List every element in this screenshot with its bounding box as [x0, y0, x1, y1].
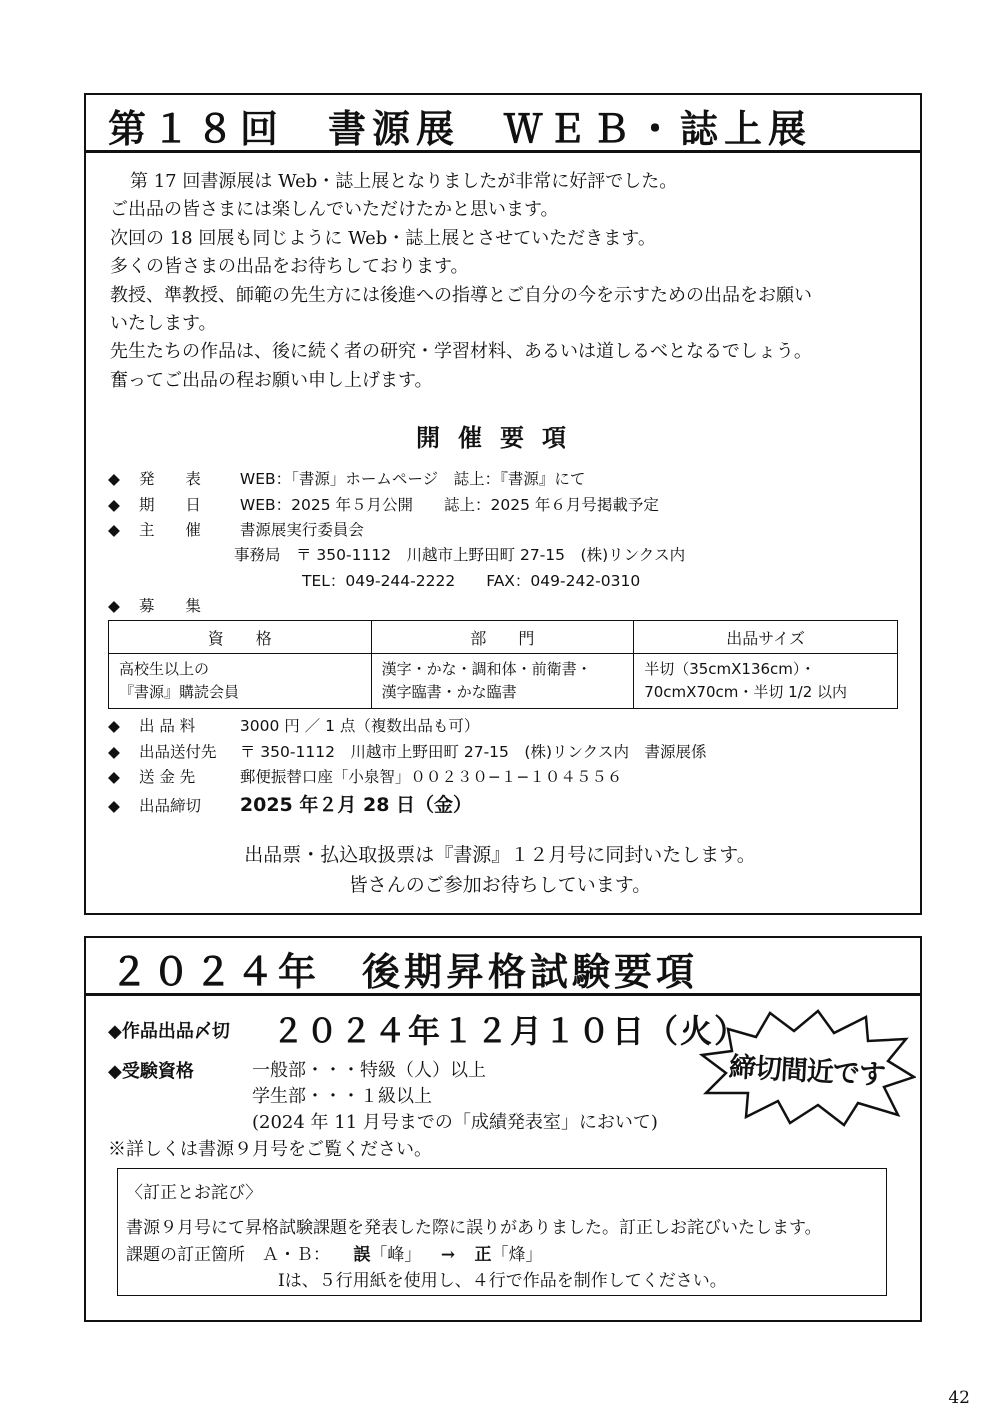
cell-line: 高校生以上の — [119, 660, 210, 678]
intro-text — [110, 168, 900, 395]
diamond-icon: ◆ — [108, 496, 120, 514]
intro-line: ご出品の皆さまには楽しんでいただけたかと思います。 — [110, 199, 559, 221]
intro-line: 第 17 回書源展は Web・誌上展となりましたが非常に好評でした。 — [130, 171, 678, 192]
deadline-soon-burst — [698, 1007, 916, 1127]
send-to-value: 〒 350-1112 川越市上野田町 27-15 (株)リンクス内 書源展係 — [239, 743, 707, 761]
remit-value: 郵便振替口座「小泉智」００２３０−１−１０４５５６ — [239, 768, 623, 786]
wrong-label: 誤 — [353, 1245, 371, 1265]
errata-title: 〈訂正とお詫び〉 — [126, 1183, 263, 1203]
cell-line: 半切（35cmX136cm）・ — [644, 660, 816, 678]
outline-heading: 開催要項 — [416, 424, 584, 452]
organizer-value: 書源展実行委員会 — [239, 521, 364, 539]
qualification-line: 一般部・・・特級（人）以上 — [252, 1060, 486, 1081]
office-phone-fax: TEL：049-244-2222 FAX：049-242-0310 — [302, 572, 641, 590]
label-char: 日 — [185, 496, 201, 514]
intro-line: 先生たちの作品は、後に続く者の研究・学習材料、あるいは道しるべとなるでしょう。 — [110, 341, 812, 363]
recruit-row — [108, 594, 235, 616]
diamond-icon: ◆ — [108, 743, 120, 761]
header-qualification: 資 格 — [109, 621, 372, 654]
diamond-icon: ◆ — [108, 768, 120, 786]
closing-line: 皆さんのご参加お待ちしています。 — [348, 874, 652, 896]
period-value: WEB：2025 年５月公開 誌上：2025 年６月号掲載予定 — [239, 496, 659, 514]
remit-row — [108, 765, 622, 787]
announce-value: WEB：「書源」ホームページ 誌上：『書源』にて — [239, 470, 586, 488]
table-header-row — [109, 621, 898, 654]
intro-line: 奮ってご出品の程お願い申し上げます。 — [110, 369, 433, 391]
deadline-label: 出品締切 — [138, 797, 201, 815]
label-char: 主 — [138, 521, 155, 539]
cell-line: 『書源』購読会員 — [119, 683, 240, 701]
period-row — [108, 493, 659, 515]
errata-line: Ⅰは、５行用紙を使用し、４行で作品を制作してください。 — [278, 1271, 727, 1291]
see-also-note: ※詳しくは書源９月号をご覧ください。 — [108, 1139, 432, 1160]
label-char: 期 — [138, 496, 155, 514]
qualification-line: (2024 年 11 月号までの「成績発表室」において) — [252, 1112, 658, 1133]
submit-deadline-date: ２０２４年１２月１０日（火） — [272, 1012, 749, 1050]
intro-line: 次回の 18 回展も同じように Web・誌上展とさせていただきます。 — [110, 227, 656, 249]
announce-row — [108, 467, 585, 489]
deadline-row — [108, 790, 472, 817]
label-char: 表 — [185, 470, 201, 488]
deadline-value: 2025 年２月 28 日（金） — [239, 794, 473, 816]
office-address: 事務局 〒 350-1112 川越市上野田町 27-15 (株)リンクス内 — [234, 546, 686, 564]
wrong-char: 「峰」 — [370, 1245, 422, 1265]
submit-deadline-label: ◆作品出品〆切 — [108, 1021, 230, 1042]
cell-category — [371, 654, 634, 709]
errata-correction-row — [126, 1240, 542, 1265]
cell-line: 漢字・かな・調和体・前衛書・ — [381, 660, 592, 678]
correct-char: 「烽」 — [491, 1245, 543, 1265]
diamond-icon: ◆ — [108, 597, 120, 615]
diamond-icon: ◆ — [108, 797, 120, 815]
closing-line: 出品票・払込取扱票は『書源』１２月号に同封いたします。 — [244, 844, 756, 866]
organizer-row — [108, 518, 364, 540]
intro-line: いたします。 — [110, 313, 217, 335]
label-char: 集 — [185, 597, 201, 615]
label-char: 催 — [185, 521, 201, 539]
deadline-soon-text: 締切間近です — [728, 1051, 886, 1092]
recruit-table — [108, 620, 898, 709]
fee-label: 出 品 料 — [138, 717, 196, 735]
diamond-icon: ◆ — [108, 521, 120, 539]
cell-size — [634, 654, 898, 709]
qualification-label: ◆受験資格 — [108, 1061, 194, 1082]
cell-qualification — [109, 654, 372, 709]
diamond-icon: ◆ — [108, 470, 120, 488]
page-number: 42 — [948, 1388, 970, 1408]
fee-value: 3000 円 ／ 1 点（複数出品も可） — [239, 717, 480, 735]
correct-label: 正 — [474, 1245, 492, 1265]
send-to-label: 出品送付先 — [138, 743, 217, 761]
promotion-title: ２０２４年 後期昇格試験要項 — [110, 950, 699, 994]
diamond-icon: ◆ — [108, 717, 120, 735]
arrow-icon: → — [440, 1245, 456, 1265]
intro-line: 教授、準教授、師範の先生方には後進への指導とご自分の今を示すための出品をお願い — [110, 284, 812, 306]
cell-line: 漢字臨書・かな臨書 — [381, 683, 517, 701]
send-to-row — [108, 740, 707, 762]
fee-row — [108, 714, 479, 736]
cell-line: 70cmX70cm・半切 1/2 以内 — [644, 683, 848, 701]
correction-label: 課題の訂正箇所 Ａ・Ｂ： — [126, 1245, 330, 1265]
table-row — [109, 654, 898, 709]
header-size: 出品サイズ — [634, 621, 898, 654]
header-category: 部 門 — [371, 621, 634, 654]
intro-line: 多くの皆さまの出品をお待ちしております。 — [110, 256, 469, 278]
label-char: 発 — [138, 470, 155, 488]
qualification-line: 学生部・・・１級以上 — [252, 1086, 432, 1107]
remit-label: 送 金 先 — [138, 768, 196, 786]
exhibition-title: 第１８回 書源展 ＷＥＢ・誌上展 — [108, 107, 813, 151]
label-char: 募 — [138, 597, 155, 615]
errata-line: 書源９月号にて昇格試験課題を発表した際に誤りがありました。訂正しお詫びいたします。 — [126, 1218, 822, 1238]
